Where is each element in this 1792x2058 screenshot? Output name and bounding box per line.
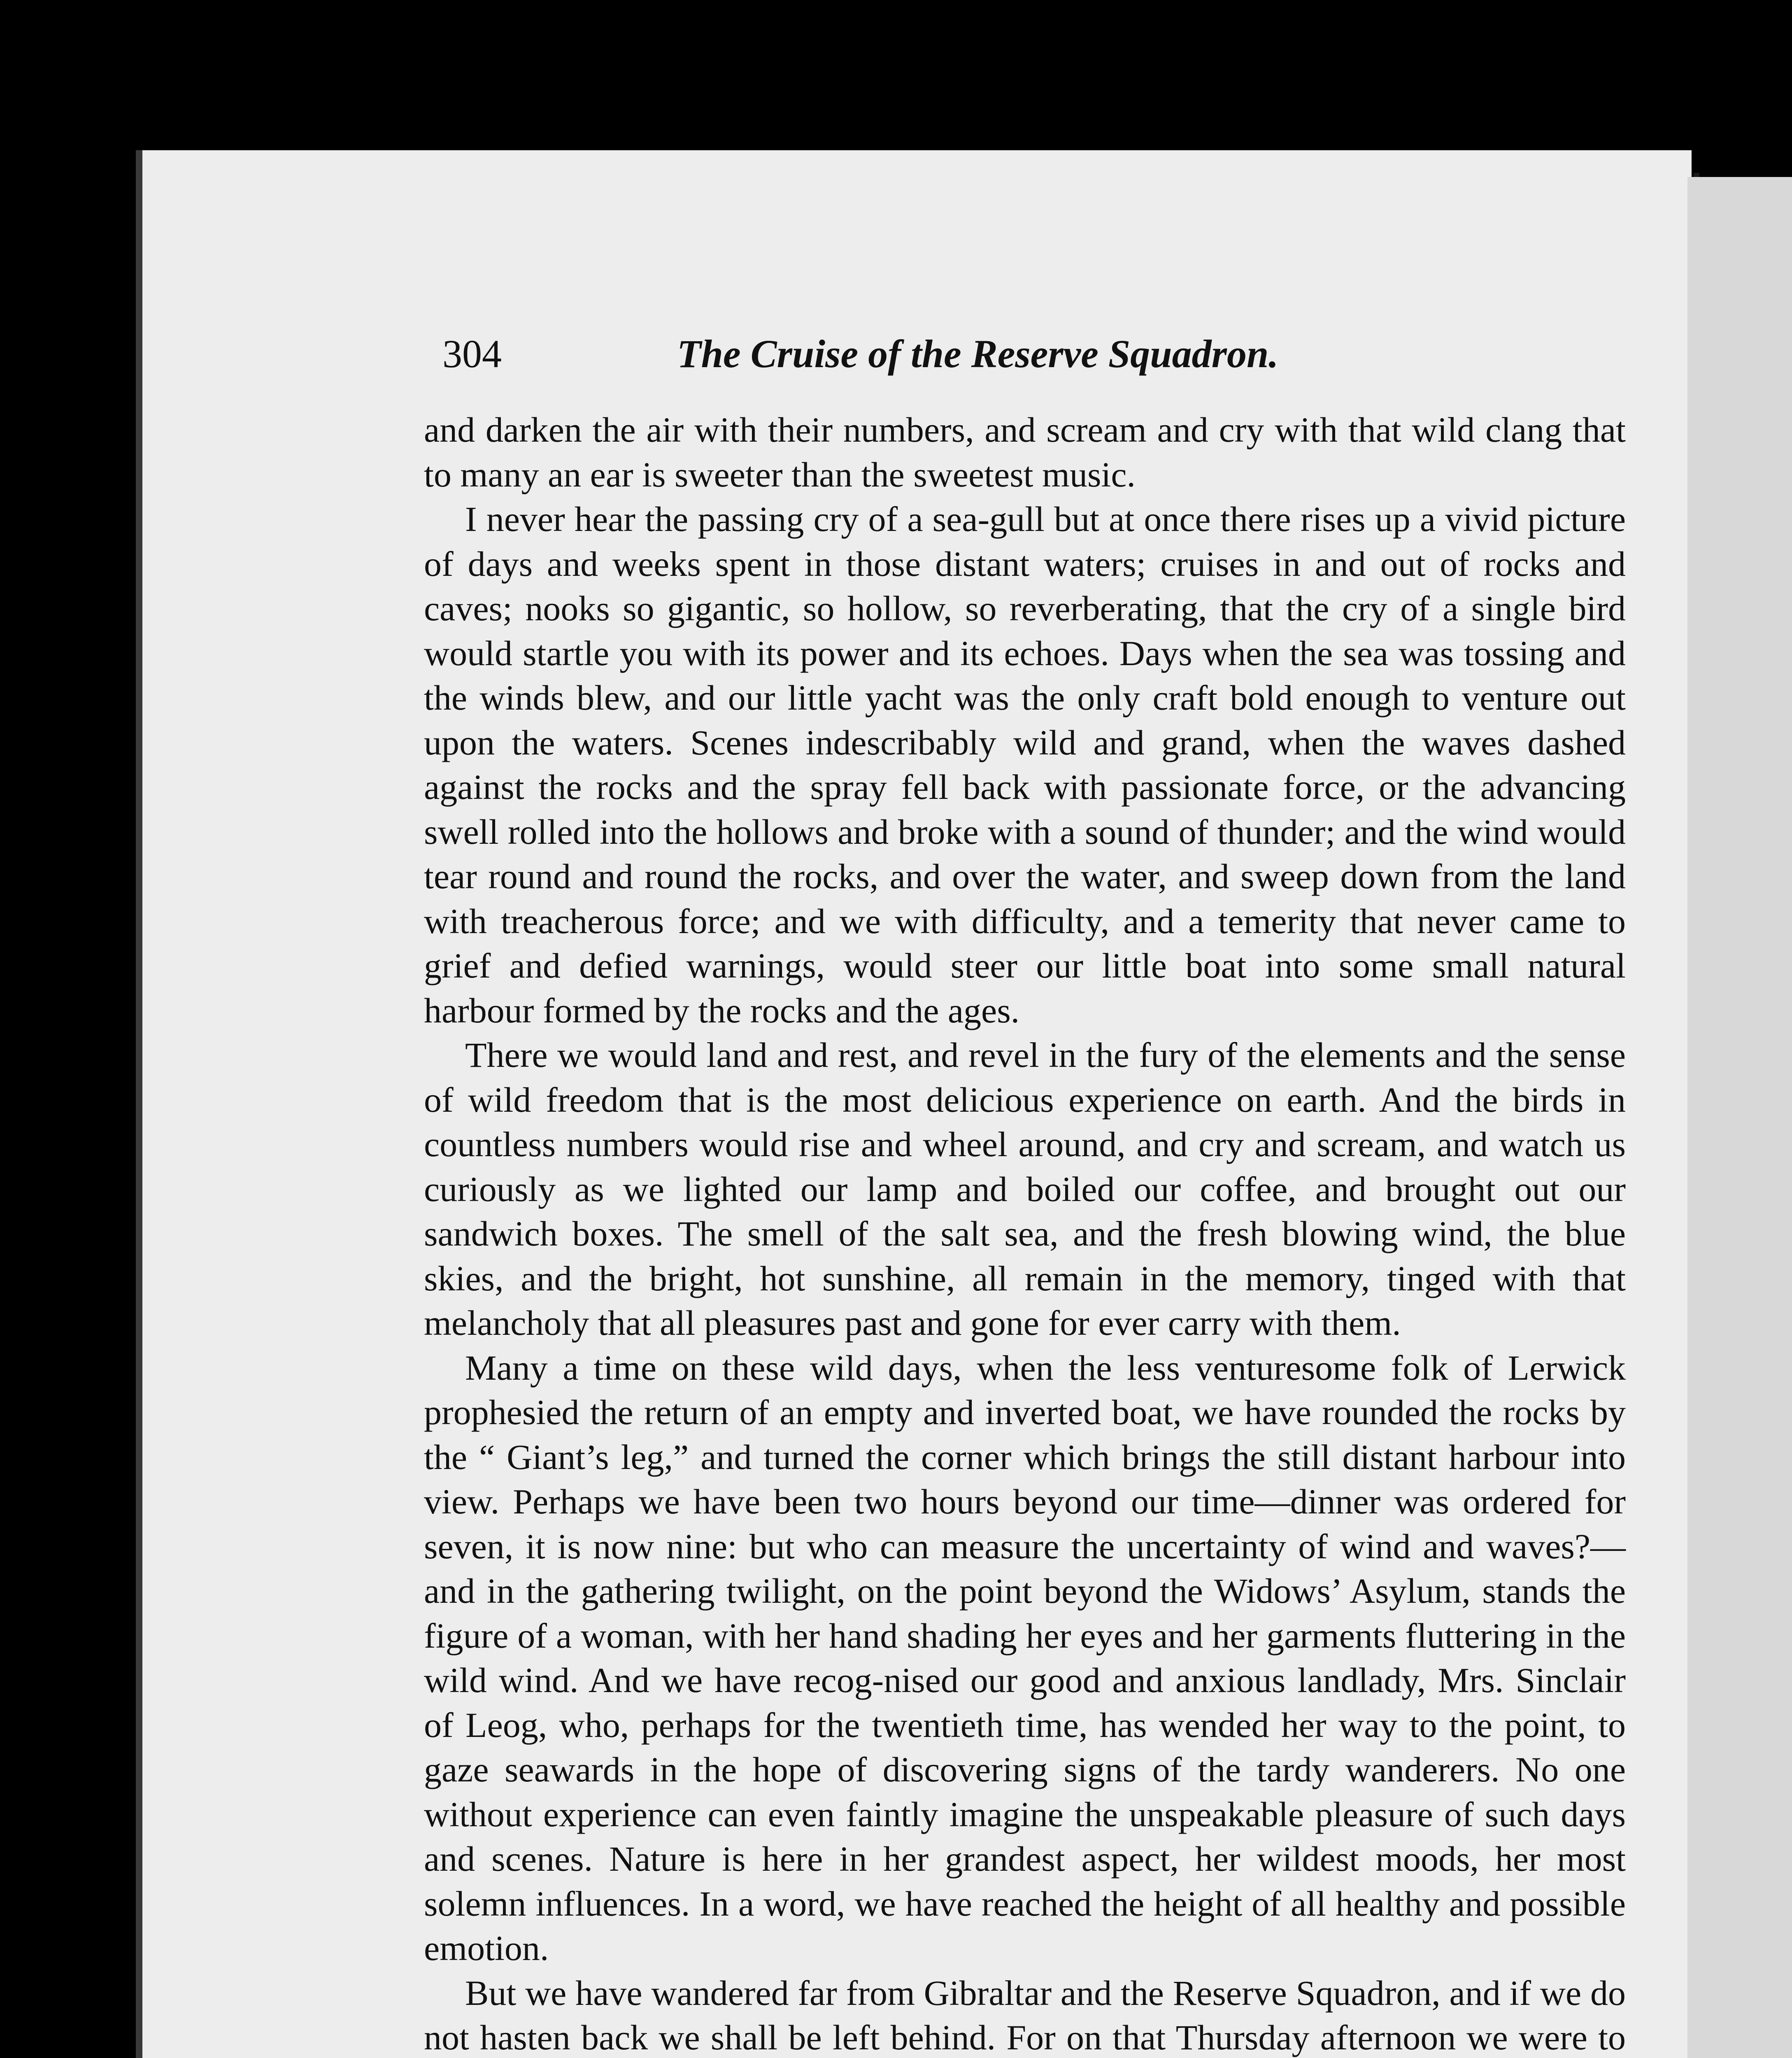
page-header (442, 323, 1661, 385)
next-page-edge (1687, 177, 1792, 2058)
paragraph-5: But we have wandered far from Gibraltar and the Reserve Squadron, and if we do not hasten back we shall be left behind. For on that Thursday afternoon we were to (424, 1973, 1626, 2057)
paragraph-3: There we would land and rest, and revel in the fury of the elements and the sense of wild freedom that is the most delicious experience on earth. And the birds in countless numbers would rise and wheel around, and cry and scream, and watch us curiously as we lighted our lamp and boiled our coffee, and brought out our sandwich boxes. The smell of the salt sea, and the fresh blowing wind, the blue skies, and the bright, hot sunshine, all remain in the memory, tinged with that melancholy that all pleasures past and gone for ever carry with them. (424, 1035, 1626, 1343)
running-title: The Cruise of the Reserve Squadron. (677, 332, 1279, 376)
page-body (424, 407, 1626, 2058)
paragraph-1: and darken the air with their numbers, and scream and cry with that wild clang that to many an ear is sweeter than the sweetest music. (424, 410, 1626, 494)
paragraph-4: Many a time on these wild days, when the less venturesome folk of Lerwick prophesied the return of an empty and inverted boat, we have rounded the rocks by the “ Giant’s leg,” and turned the corner which brings the still distant harbour into view. Perhaps we have been two hours beyond our time—dinner was ordered for seven, it is now nine: but who can measure the uncertainty of wind and waves?— and in the gathering twilight, on the point beyond the Widows’ Asylum, stands the figure of a woman, with her hand shading her eyes and her garments fluttering in the wild wind. And we have recog-nised our good and anxious landlady, Mrs. Sinclair of Leog, who, perhaps for the twentieth time, has wended her way to the point, to gaze seawards in the hope of discovering signs of the tardy wanderers. No one without experience can even faintly imagine the unspeakable pleasure of such days and scenes. Nature is here in her grandest aspect, her wildest moods, her most solemn influences. In a word, we have reached the height of all healthy and possible emotion. (424, 1348, 1626, 1968)
page-number: 304 (442, 332, 502, 376)
paragraph-2: I never hear the passing cry of a sea-gull but at once there rises up a vivid picture of days and weeks spent in those distant waters; cruises in and out of rocks and caves; nooks so gigantic, so hollow, so reverberating, that the cry of a single bird would startle you with its power and its echoes. Days when the sea was tossing and the winds blew, and our little yacht was the only craft bold enough to venture out upon the waters. Scenes indescribably wild and grand, when the waves dashed against the rocks and the spray fell back with passionate force, or the advancing swell rolled into the hollows and broke with a sound of thunder; and the wind would tear round and round the rocks, and over the water, and sweep down from the land with treacherous force; and we with difficulty, and a temerity that never came to grief and defied warnings, would steer our little boat into some small natural harbour formed by the rocks and the ages. (424, 499, 1626, 1030)
